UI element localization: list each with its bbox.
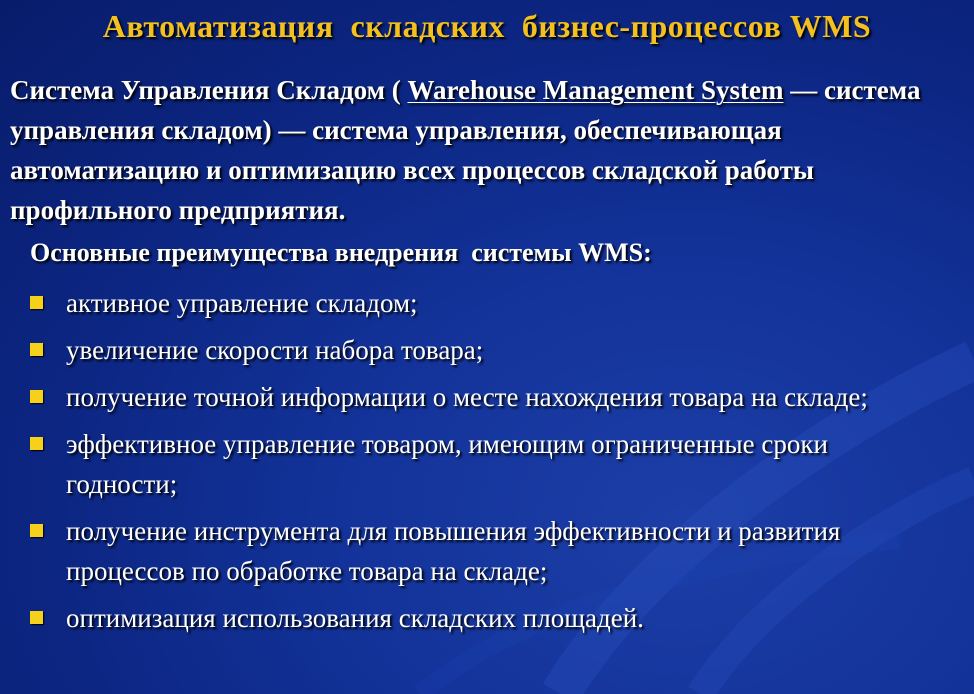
square-bullet-icon (30, 296, 43, 309)
list-item-text: эффективное управление товаром, имеющим ограниченные сроки годности; (66, 429, 828, 499)
intro-text-end: — система управления складом) — система управления, обеспечивающая автоматизацию и оптимизацию всех процессов складской работы профильного предприятия. (10, 75, 921, 225)
square-bullet-icon (30, 524, 43, 537)
list-item-text: активное управление складом; (66, 288, 418, 318)
advantages-list (0, 283, 974, 645)
list-item-text: получение точной информации о месте нахождения товара на складе; (66, 382, 868, 412)
list-item-text: получение инструмента для повышения эффективности и развития процессов по обработке товара на складе; (66, 516, 841, 586)
list-item (0, 424, 974, 504)
list-item (0, 598, 974, 638)
slide-title: Автоматизация складских бизнес-процессов WMS (102, 8, 872, 44)
list-item-text: оптимизация использования складских площадей. (66, 603, 644, 633)
list-item (0, 330, 974, 370)
wms-link[interactable]: Warehouse Management System (407, 75, 784, 105)
square-bullet-icon (30, 611, 43, 624)
advantages-heading: Основные преимущества внедрения системы WMS: (30, 238, 652, 267)
list-item (0, 511, 974, 591)
square-bullet-icon (30, 343, 43, 356)
square-bullet-icon (30, 390, 43, 403)
list-item (0, 377, 974, 417)
list-item-text: увеличение скорости набора товара; (66, 335, 484, 365)
list-item (0, 283, 974, 323)
intro-paragraph (10, 70, 970, 230)
square-bullet-icon (30, 437, 43, 450)
intro-text-start: Система Управления Складом ( (10, 75, 408, 105)
